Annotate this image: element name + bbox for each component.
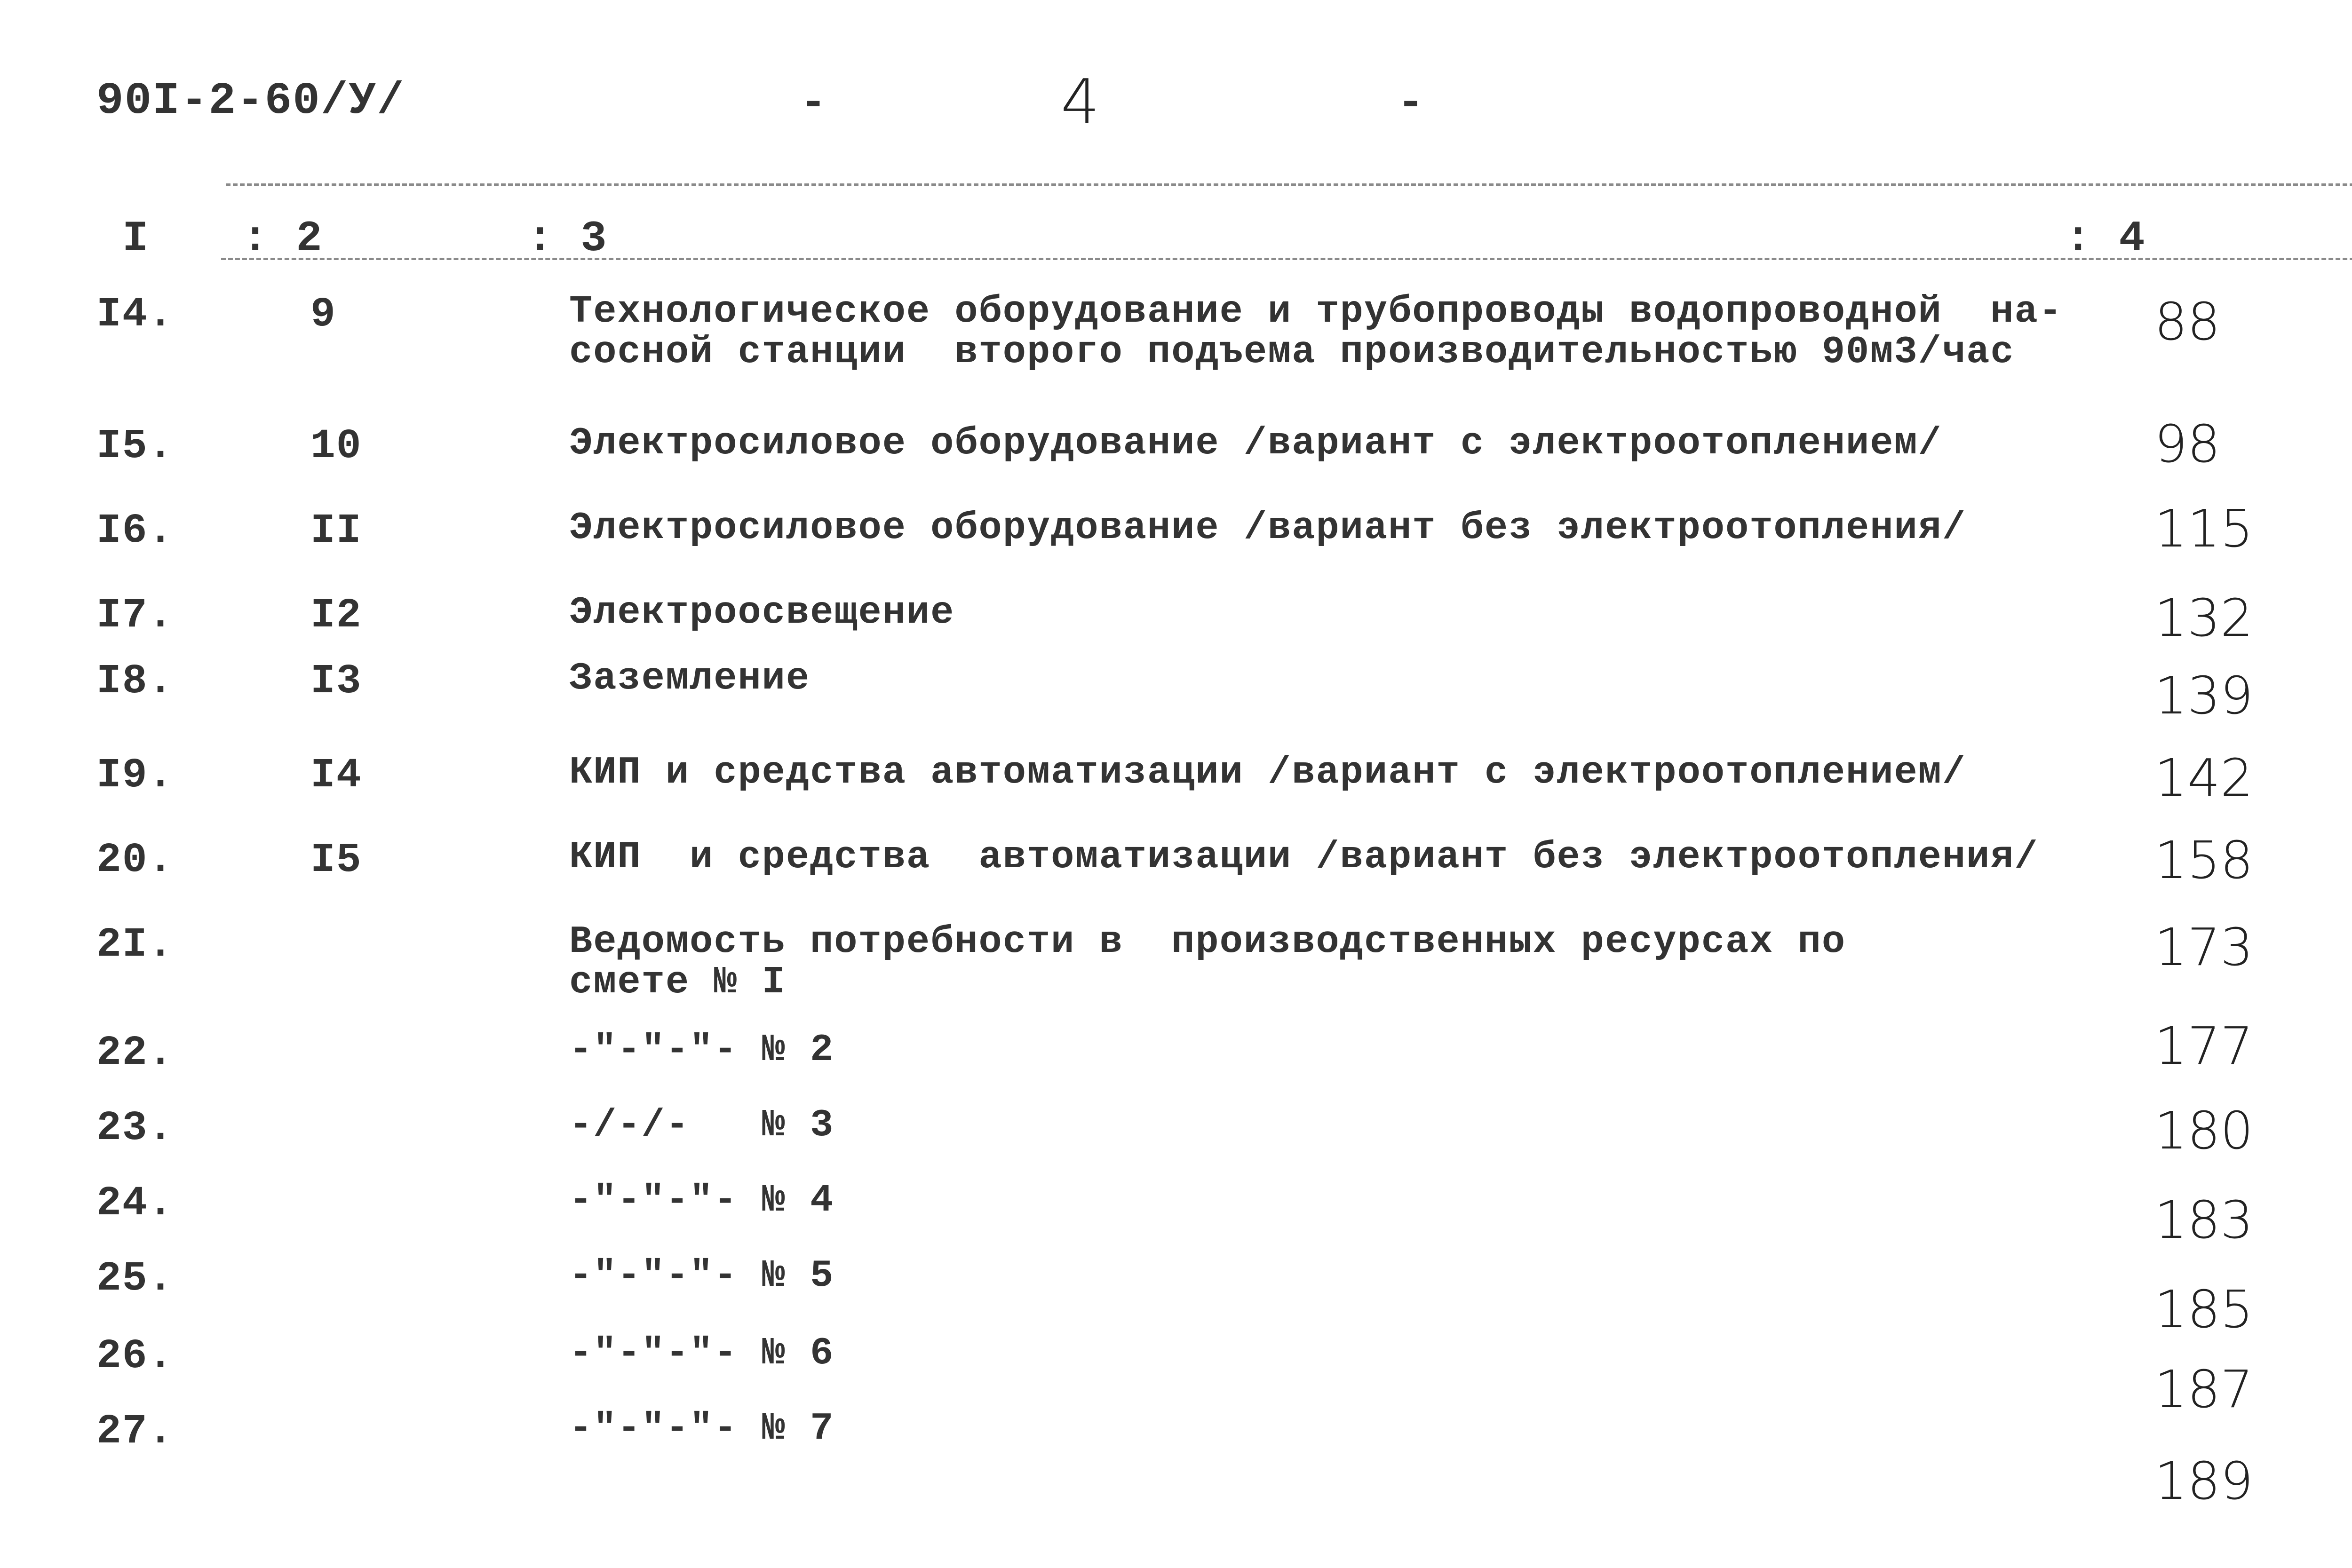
row-page: 142 bbox=[2154, 748, 2253, 808]
row-page: 115 bbox=[2154, 499, 2253, 559]
row-page: 132 bbox=[2154, 588, 2253, 648]
page-number: 4 bbox=[1061, 66, 1100, 137]
document-code: 90I-2-60/У/ bbox=[96, 75, 405, 127]
row-page: 88 bbox=[2154, 292, 2220, 352]
header-dash-right: - bbox=[1397, 78, 1425, 129]
row-title bbox=[569, 922, 1846, 1003]
row-page: 98 bbox=[2154, 414, 2220, 474]
row-number: I6. bbox=[96, 508, 174, 554]
row-album: 10 bbox=[310, 423, 362, 470]
row-title: -"-"-"- № 6 bbox=[569, 1331, 834, 1375]
row-number: I4. bbox=[96, 292, 174, 338]
column-header-3: : 3 bbox=[527, 214, 608, 263]
row-title: -"-"-"- № 7 bbox=[569, 1407, 834, 1450]
column-header-2: : 2 bbox=[242, 214, 323, 263]
row-page: 185 bbox=[2154, 1279, 2253, 1339]
row-title: -"-"-"- № 2 bbox=[569, 1028, 834, 1072]
table-row bbox=[0, 657, 2352, 726]
row-title: КИП и средства автоматизации /вариант с электроотоплением/ bbox=[569, 751, 1967, 794]
row-page: 173 bbox=[2154, 917, 2253, 977]
table-row bbox=[0, 290, 2352, 374]
row-page: 158 bbox=[2154, 830, 2253, 890]
row-title: Заземление bbox=[569, 657, 810, 700]
row-title-line-1: Ведомость потребности в производственных ресурсах по bbox=[569, 920, 1846, 964]
row-title: -"-"-"- № 4 bbox=[569, 1179, 834, 1222]
row-page: 177 bbox=[2154, 1016, 2253, 1076]
header-dash-left: - bbox=[800, 78, 828, 129]
table-row bbox=[0, 917, 2352, 1004]
row-title: Электроосвещение bbox=[569, 591, 955, 634]
row-page: 139 bbox=[2154, 665, 2253, 726]
top-divider bbox=[226, 183, 2352, 186]
row-number: 26. bbox=[96, 1333, 174, 1380]
row-album: 9 bbox=[310, 292, 336, 338]
row-title: -/-/- № 3 bbox=[569, 1103, 834, 1147]
table-row bbox=[0, 1407, 2352, 1511]
table-row bbox=[0, 588, 2352, 648]
row-album: I4 bbox=[310, 752, 362, 799]
row-album: I3 bbox=[310, 658, 362, 705]
row-number: 2I. bbox=[96, 922, 174, 968]
row-number: I8. bbox=[96, 658, 174, 705]
row-title: КИП и средства автоматизации /вариант без электроотопления/ bbox=[569, 835, 2039, 879]
row-number: 23. bbox=[96, 1105, 174, 1152]
row-number: 20. bbox=[96, 837, 174, 884]
row-title-line-1: Технологическое оборудование и трубопроводы водопроводной на- bbox=[569, 290, 2063, 333]
row-number: 22. bbox=[96, 1030, 174, 1077]
table-row bbox=[0, 1016, 2352, 1077]
row-number: 25. bbox=[96, 1256, 174, 1302]
column-header-4: : 4 bbox=[2065, 214, 2146, 263]
table-row bbox=[0, 1254, 2352, 1339]
row-title: -"-"-"- № 5 bbox=[569, 1254, 834, 1298]
row-number: I7. bbox=[96, 593, 174, 639]
table-row bbox=[0, 830, 2352, 890]
table-row bbox=[0, 1331, 2352, 1419]
row-title: Электросиловое оборудование /вариант без электроотопления/ bbox=[569, 506, 1967, 550]
row-number: 27. bbox=[96, 1409, 174, 1455]
row-album: II bbox=[310, 508, 362, 554]
table-row bbox=[0, 414, 2352, 474]
row-page: 189 bbox=[2154, 1451, 2253, 1511]
row-title-line-2: сосной станции второго подъема производительностью 90м3/час bbox=[569, 330, 2015, 374]
table-row bbox=[0, 1179, 2352, 1250]
row-page: 183 bbox=[2154, 1190, 2253, 1250]
table-row bbox=[0, 1101, 2352, 1161]
row-title-line-2: смете № I bbox=[569, 960, 786, 1004]
row-album: I5 bbox=[310, 837, 362, 884]
column-header-1: I bbox=[122, 214, 150, 263]
row-album: I2 bbox=[310, 593, 362, 639]
header-divider bbox=[221, 258, 2352, 260]
row-title: Электросиловое оборудование /вариант с электроотоплением/ bbox=[569, 421, 1942, 465]
row-title bbox=[569, 292, 2063, 372]
table-row bbox=[0, 748, 2352, 808]
row-number: 24. bbox=[96, 1180, 174, 1227]
row-number: I9. bbox=[96, 752, 174, 799]
row-page: 180 bbox=[2154, 1101, 2253, 1161]
table-row bbox=[0, 499, 2352, 559]
row-page: 187 bbox=[2154, 1359, 2253, 1419]
row-number: I5. bbox=[96, 423, 174, 470]
